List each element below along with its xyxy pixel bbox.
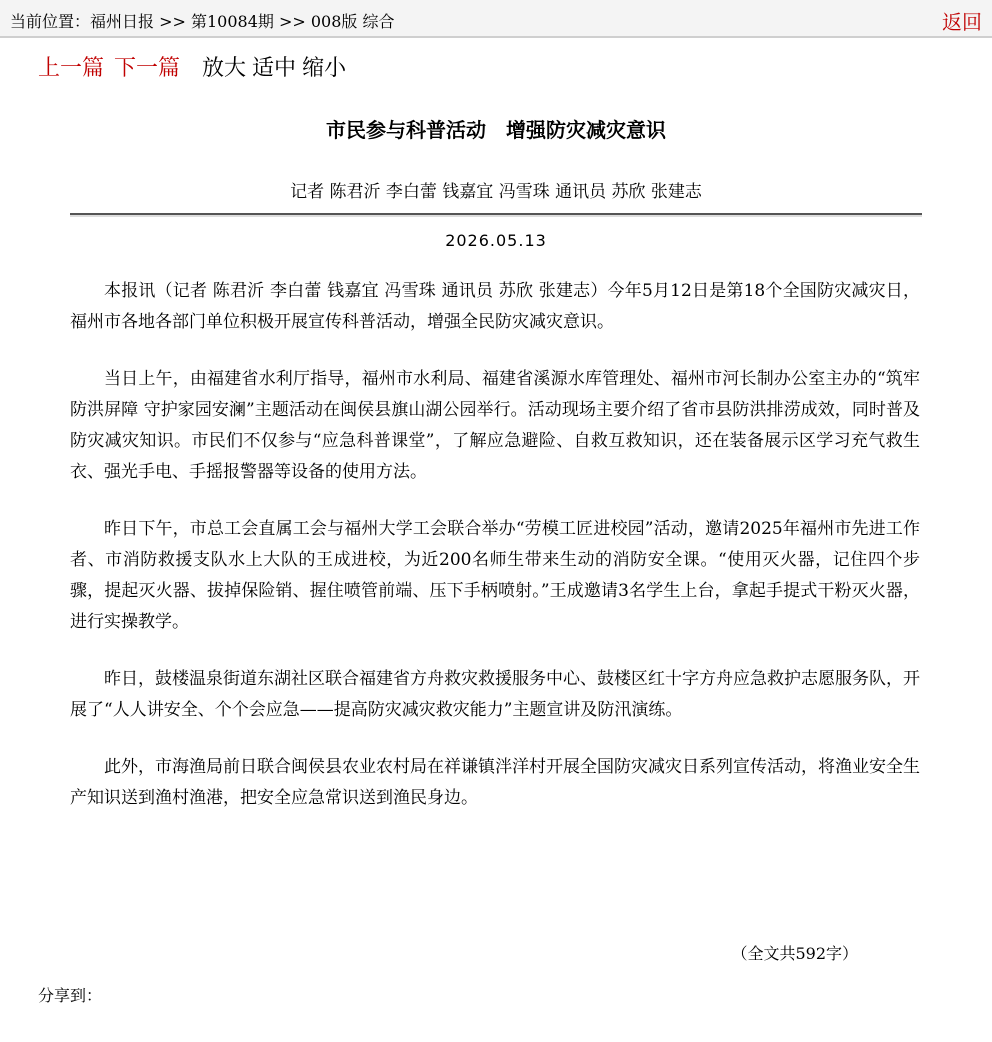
article-date: 2026.05.13 (445, 231, 547, 250)
share-label: 分享到： (38, 986, 103, 1005)
article-paragraph: 本报讯（记者 陈君沂 李白蕾 钱嘉宜 冯雪珠 通讯员 苏欣 张建志）今年5月12日是第18个全国防灾减灾日，福州市各地各部门单位积极开展宣传科普活动，增强全民防灾减灾意识。 (70, 281, 920, 332)
article-paragraph: 昨日，鼓楼温泉街道东湖社区联合福建省方舟救灾救援服务中心、鼓楼区红十字方舟应急救护志愿服务队，开展了“人人讲安全、个个会应急——提高防灾减灾救灾能力”主题宣讲及防汛演练。 (70, 669, 920, 720)
article-paragraph: 当日上午，由福建省水利厅指导，福州市水利局、福建省溪源水库管理处、福州市河长制办公室主办的“筑牢防洪屏障 守护家园安澜”主题活动在闽侯县旗山湖公园举行。活动现场主要介绍了省市县防洪排涝成效，同时普及防灾减灾知识。市民们不仅参与“应急科普课堂”，了解应急避险、自救互救知识，还在装备展示区学习充气救生衣、强光手电、手摇报警器等设备的使用方法。 (70, 369, 920, 482)
title-divider (70, 213, 922, 215)
prev-article-link[interactable]: 上一篇 (38, 56, 105, 81)
article-body (70, 276, 920, 840)
top-bar (0, 0, 992, 38)
next-article-link[interactable]: 下一篇 (114, 56, 181, 81)
article-nav (38, 54, 352, 84)
zoom-out-link[interactable]: 缩小 (302, 56, 347, 81)
article-paragraph: 此外，市海渔局前日联合闽侯县农业农村局在祥谦镇泮洋村开展全国防灾减灾日系列宣传活动，将渔业安全生产知识送到渔村渔港，把安全应急常识送到渔民身边。 (70, 757, 920, 808)
back-link[interactable]: 返回 (942, 10, 982, 34)
word-count: （全文共592字） (731, 944, 858, 963)
article-paragraph: 昨日下午，市总工会直属工会与福州大学工会联合举办“劳模工匠进校园”活动，邀请2025年福州市先进工作者、市消防救援支队水上大队的王成进校，为近200名师生带来生动的消防安全课。“使用灭火器，记住四个步骤，提起灭火器、拔掉保险销、握住喷管前端、压下手柄喷射。”王成邀请3名学生上台，拿起手提式干粉灭火器，进行实操教学。 (70, 519, 920, 632)
article-authors: 记者 陈君沂 李白蕾 钱嘉宜 冯雪珠 通讯员 苏欣 张建志 (290, 182, 702, 202)
zoom-fit-link[interactable]: 适中 (252, 56, 297, 81)
article-title: 市民参与科普活动 增强防灾减灾意识 (326, 118, 666, 142)
breadcrumb: 当前位置：福州日报 >> 第10084期 >> 008版 综合 (10, 12, 395, 31)
zoom-in-link[interactable]: 放大 (202, 56, 247, 81)
